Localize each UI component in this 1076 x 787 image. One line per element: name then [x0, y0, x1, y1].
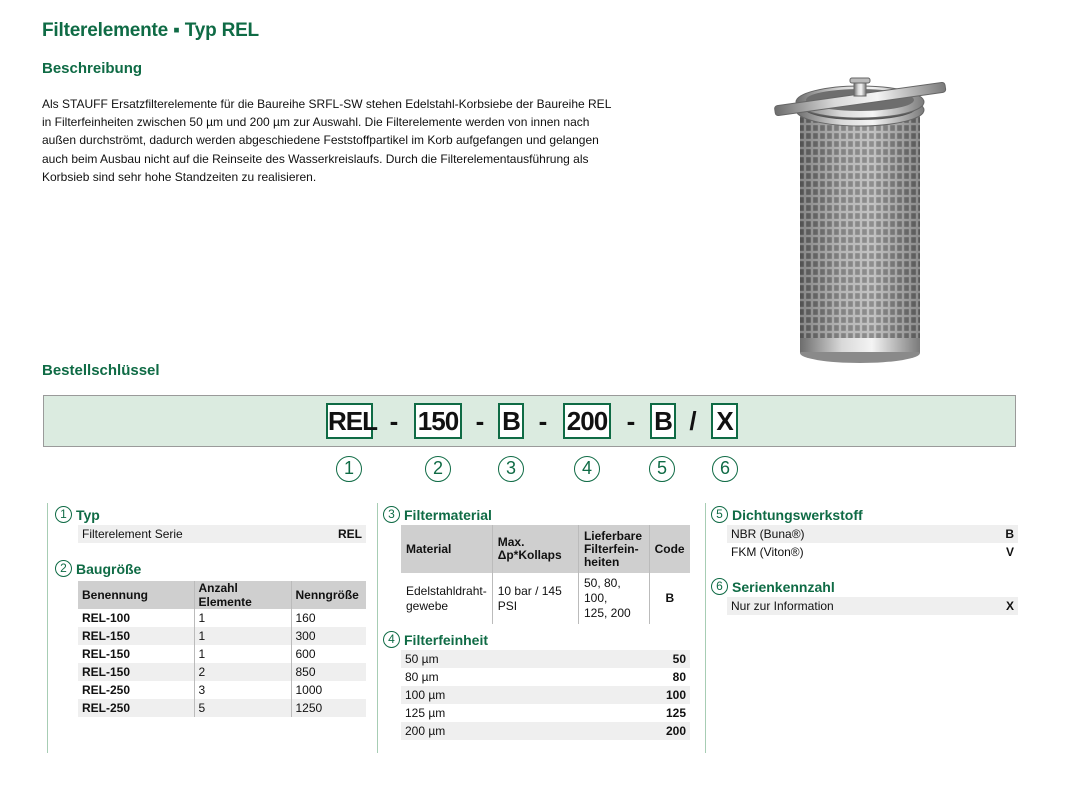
table-cell: REL-150 [82, 647, 131, 661]
table-cell: B [649, 573, 690, 624]
row-code: X [1005, 599, 1014, 613]
table-row [401, 573, 690, 624]
filtermaterial-table [401, 525, 690, 624]
table-row [78, 663, 366, 681]
order-key-separator: - [475, 406, 485, 436]
row-label: 80 µm [405, 670, 439, 684]
section-title: Typ [76, 506, 100, 523]
dichtung-row [727, 525, 1018, 543]
table-cell: 1 [194, 609, 291, 627]
order-key-number: 3 [498, 456, 524, 482]
section-number: 1 [55, 506, 72, 523]
table-row [78, 699, 366, 717]
order-key-number: 6 [712, 456, 738, 482]
order-key-segment-filtermaterial: B [498, 403, 524, 439]
description-text: Als STAUFF Ersatzfilterelemente für die Baureihe SRFL-SW stehen Edelstahl-Korbsiebe der Baureihe REL in Filterfeinheiten zwischen 50 µm und 200 µm zur Auswahl. Die Filterelemente werden von innen nach außen durchströmt, dadurch werden abgeschiedene Feststoffpartikel im Korb aufgefangen und gelangen auch beim Ausbau nicht auf die Reinseite des Wasserkreislaufs. Durch die Filterelementausführung als Korbsieb sind sehr hohe Standzeiten zu realisieren. [42, 97, 611, 184]
section-filterfeinheit-heading [383, 631, 488, 648]
order-key-segment-typ: REL [326, 403, 373, 439]
table-cell: REL-150 [78, 627, 194, 645]
section-number: 2 [55, 560, 72, 577]
row-code: 80 [672, 670, 686, 684]
table-header: Material [401, 525, 492, 573]
table-header: Benennung [78, 581, 194, 609]
filter-basket-image [770, 68, 950, 368]
section-number: 6 [711, 578, 728, 595]
table-cell: REL-100 [82, 611, 131, 625]
section-dichtung-heading [711, 506, 863, 523]
table-cell: 600 [291, 645, 366, 663]
table-cell: 160 [291, 609, 366, 627]
row-label: Filterelement Serie [82, 527, 183, 541]
order-key-separator: - [538, 406, 548, 436]
typ-row [78, 525, 366, 543]
table-cell: 10 bar / 145 PSI [492, 573, 578, 624]
section-title: Dichtungswerkstoff [732, 506, 863, 523]
table-row [78, 681, 366, 699]
column-divider [377, 503, 378, 753]
table-row [78, 627, 366, 645]
table-cell: REL-250 [78, 699, 194, 717]
order-key-segment-baugroesse: 150 [414, 403, 462, 439]
order-key-segment-serie: X [711, 403, 738, 439]
filterfeinheit-row [401, 650, 690, 668]
serie-row [727, 597, 1018, 615]
row-code: 100 [665, 688, 686, 702]
table-cell: Edelstahldraht- gewebe [406, 583, 487, 613]
table-header: Anzahl Elemente [194, 581, 291, 609]
baugroesse-table [78, 581, 366, 717]
table-header: Lieferbare Filterfein- heiten [578, 525, 649, 573]
table-cell: 5 [194, 699, 291, 717]
row-label: NBR (Buna®) [731, 527, 805, 541]
section-number: 3 [383, 506, 400, 523]
section-typ-heading [55, 506, 100, 523]
page-title: Filterelemente ▪ Typ REL [42, 20, 259, 41]
row-code: 50 [672, 652, 686, 666]
order-key-segment-filterfeinheit: 200 [563, 403, 611, 439]
order-key-number: 5 [649, 456, 675, 482]
order-key-box [43, 395, 1016, 447]
table-cell: 1 [194, 645, 291, 663]
table-cell: REL-150 [78, 663, 194, 681]
row-label: Nur zur Information [731, 599, 834, 613]
section-title: Filtermaterial [404, 506, 492, 523]
table-cell: 850 [291, 663, 366, 681]
section-filtermaterial-heading [383, 506, 492, 523]
row-code: V [1005, 545, 1014, 559]
row-code: 125 [665, 706, 686, 720]
table-header: Nenngröße [291, 581, 366, 609]
table-cell: 1000 [291, 681, 366, 699]
description-heading: Beschreibung [42, 60, 143, 77]
table-cell: 1 [194, 627, 291, 645]
section-title: Baugröße [76, 560, 142, 577]
filterfeinheit-row [401, 686, 690, 704]
order-key-number: 1 [336, 456, 362, 482]
row-label: 100 µm [405, 688, 446, 702]
order-key-segment-dichtung: B [650, 403, 676, 439]
filterfeinheit-row [401, 668, 690, 686]
order-key-separator: / [689, 406, 697, 436]
section-number: 4 [383, 631, 400, 648]
order-key-heading: Bestellschlüssel [42, 362, 160, 379]
column-divider [47, 503, 48, 753]
section-title: Serienkennzahl [732, 578, 835, 595]
section-number: 5 [711, 506, 728, 523]
section-serie-heading [711, 578, 835, 595]
row-code: B [1005, 527, 1014, 541]
filterfeinheit-row [401, 704, 690, 722]
order-key-number: 4 [574, 456, 600, 482]
table-row [78, 645, 366, 663]
table-cell: 50, 80, 100, 125, 200 [578, 573, 649, 624]
order-key-separator: - [389, 406, 399, 436]
table-cell: 2 [194, 663, 291, 681]
table-cell: 300 [291, 627, 366, 645]
table-cell: 3 [194, 681, 291, 699]
row-code: REL [338, 527, 362, 541]
order-key-number: 2 [425, 456, 451, 482]
table-cell: 1250 [291, 699, 366, 717]
row-label: 50 µm [405, 652, 439, 666]
table-cell: REL-250 [82, 683, 131, 697]
section-baugroesse-heading [55, 560, 141, 577]
row-code: 200 [665, 724, 686, 738]
order-key-separator: - [626, 406, 636, 436]
row-label: FKM (Viton®) [731, 545, 804, 559]
table-header: Code [649, 525, 690, 573]
table-header: Max. Δp*Kollaps [492, 525, 578, 573]
filterfeinheit-row [401, 722, 690, 740]
section-title: Filterfeinheit [404, 631, 489, 648]
row-label: 200 µm [405, 724, 446, 738]
column-divider [705, 503, 706, 753]
dichtung-row [727, 543, 1018, 561]
row-label: 125 µm [405, 706, 446, 720]
table-row [78, 609, 366, 627]
